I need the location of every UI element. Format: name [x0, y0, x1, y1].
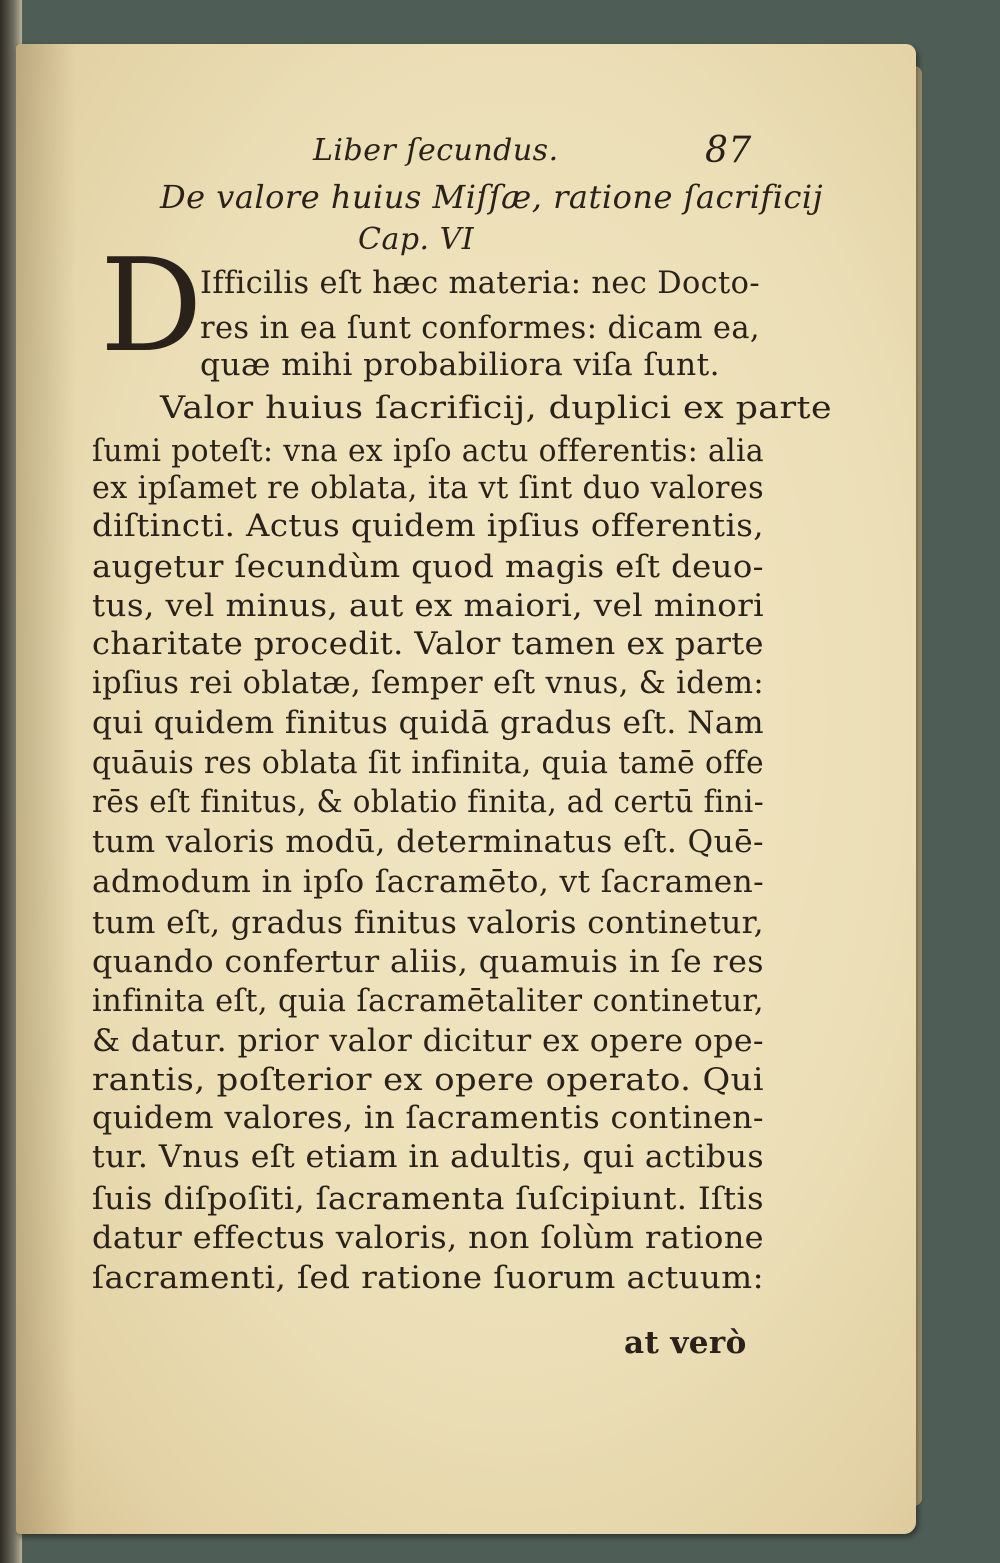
chapter-number: Cap. VI — [358, 222, 475, 257]
page-number: 87 — [705, 130, 752, 171]
text-line: datur effectus valoris, non ſolùm ratione — [92, 1220, 764, 1256]
text-line: quidem valores, in ſacramentis continen- — [92, 1100, 764, 1136]
text-line: ſuis diſpoſiti, ſacramenta ſuſcipiunt. Iſtis — [92, 1181, 764, 1217]
text-line: rēs eſt finitus, & oblatio finita, ad certū fini- — [92, 784, 764, 820]
text-line: tum eſt, gradus finitus valoris continetur, — [92, 905, 765, 941]
text-line: res in ea ſunt conformes: dicam ea, — [200, 310, 760, 346]
text-line: Valor huius ſacrificij, duplici ex parte — [160, 390, 832, 426]
text-line: tur. Vnus eſt etiam in adultis, qui actibus — [92, 1139, 764, 1175]
running-title: Liber ſecundus. — [313, 133, 559, 168]
catchword: at verò — [624, 1325, 747, 1361]
text-line: augetur ſecundùm quod magis eſt deuo- — [92, 549, 764, 585]
text-line: tum valoris modū, determinatus eſt. Quē- — [92, 824, 765, 860]
text-line: infinita eſt, quia ſacramētaliter continetur, — [92, 983, 764, 1019]
text-line: quāuis res oblata ſit infinita, quia tamē offe — [92, 745, 764, 781]
text-line: & datur. prior valor dicitur ex opere ope- — [92, 1023, 764, 1059]
text-line: admodum in ipſo ſacramēto, vt ſacramen- — [92, 864, 764, 900]
chapter-title: De valore huius Miſſæ, ratione ſacrificij — [160, 178, 824, 216]
text-line: rantis, poſterior ex opere operato. Qui — [92, 1062, 764, 1098]
page-gutter-shadow — [16, 44, 76, 1534]
text-line: quando confertur aliis, quamuis in ſe res — [92, 944, 764, 980]
drop-cap: D — [100, 232, 203, 381]
text-line: qui quidem finitus quidā gradus eſt. Nam — [92, 705, 764, 741]
text-line: diſtincti. Actus quidem ipſius offerentis, — [92, 508, 764, 544]
text-line: ſumi poteſt: vna ex ipſo actu offerentis: alia — [92, 433, 764, 469]
text-line: quæ mihi probabiliora viſa ſunt. — [200, 347, 720, 383]
text-line: ipſius rei oblatæ, ſemper eſt vnus, & idem: — [92, 665, 764, 701]
text-line: ex ipſamet re oblata, ita vt ſint duo valores — [92, 470, 764, 506]
text-line: tus, vel minus, aut ex maiori, vel minori — [92, 588, 764, 624]
text-line: ſacramenti, ſed ratione ſuorum actuum: — [92, 1260, 764, 1296]
text-line: Ifficilis eſt hæc materia: nec Docto- — [200, 265, 760, 301]
text-line: charitate procedit. Valor tamen ex parte — [92, 626, 765, 662]
